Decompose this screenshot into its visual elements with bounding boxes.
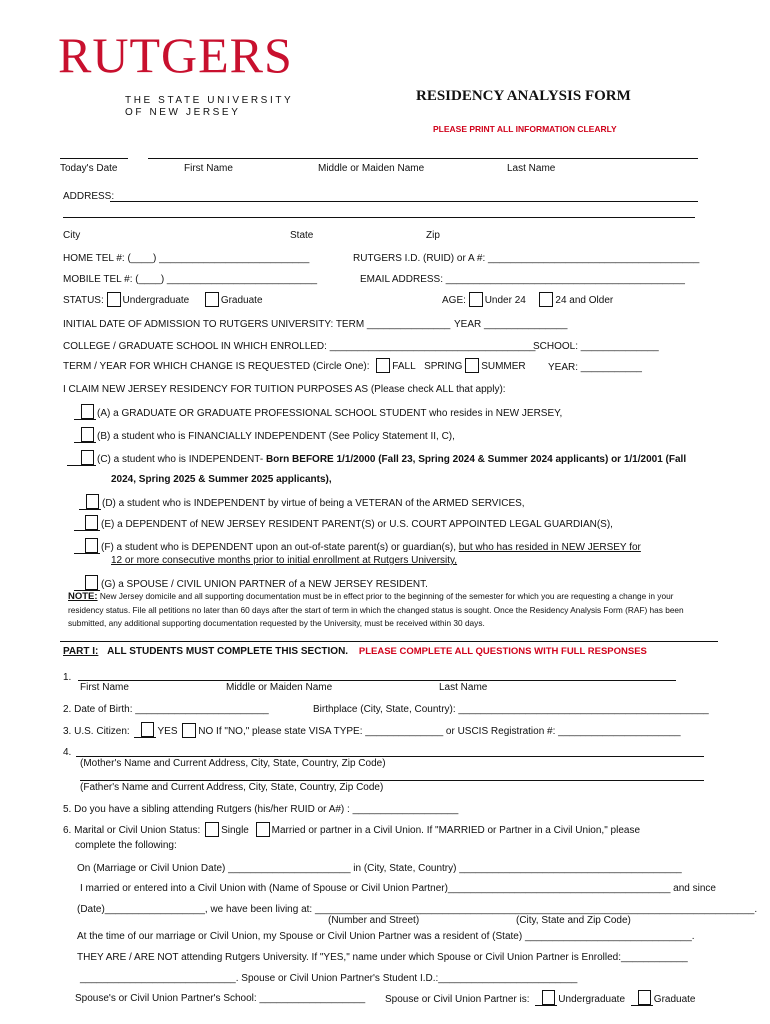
claim-f-underline-2: 12 or more consecutive months prior to initial enrollment at Rutgers University, — [111, 555, 458, 566]
claim-g-label: (G) a SPOUSE / CIVIL UNION PARTNER of a NEW JERSEY RESIDENT. — [101, 579, 428, 590]
claim-g-checkbox[interactable] — [74, 575, 100, 591]
q1-first-label: First Name — [80, 682, 129, 693]
home-tel-field[interactable]: HOME TEL #: (____) ___________________________ — [63, 253, 310, 264]
last-name-label: Last Name — [507, 163, 556, 174]
state-label: State — [290, 230, 314, 241]
q6-label: 6. Marital or Civil Union Status: — [63, 825, 201, 836]
todays-date-label: Today's Date — [60, 163, 118, 174]
claim-d-label: (D) a student who is INDEPENDENT by virtue of being a VETERAN of the ARMED SERVICES, — [102, 498, 525, 509]
claim-a-row — [74, 404, 562, 420]
part1-label: PART I: — [63, 646, 99, 657]
fall-label: FALL — [392, 361, 416, 372]
spouse-level-row — [385, 990, 696, 1006]
q1-last-label: Last Name — [439, 682, 488, 693]
married-label: Married or partner in a Civil Union. If "MARRIED or Partner in a Civil Union," please — [271, 825, 641, 836]
summer-label: SUMMER — [481, 361, 526, 372]
q4-mother-label: (Mother's Name and Current Address, City, State, Country, Zip Code) — [80, 758, 386, 769]
us-citizen-yes-label: YES — [157, 726, 178, 737]
claim-e-checkbox[interactable] — [74, 515, 100, 531]
spouse-resident-field[interactable]: At the time of our marriage or Civil Union, my Spouse or Civil Union Partner was a resident of (State) ______________________________. — [77, 931, 695, 942]
term-change-label: TERM / YEAR FOR WHICH CHANGE IS REQUESTED (Circle One): — [63, 361, 370, 372]
admission-year-field[interactable]: YEAR _______________ — [454, 319, 568, 330]
24-and-older-label: 24 and Older — [555, 295, 614, 306]
note-label: NOTE: — [68, 591, 98, 602]
spouse-school-field[interactable]: Spouse's or Civil Union Partner's School: ___________________ — [75, 993, 366, 1004]
claim-d-checkbox[interactable] — [79, 494, 101, 510]
single-checkbox[interactable] — [205, 822, 219, 837]
note-text: New Jersey domicile and all supporting documentation must be in effect prior to the beginning of the semester for which you are requesting a change in your residency status. File all petitions no later than 60 days after the start of term in which the changed status is sought. Once the Residency Analysis Form (RAF) has been submitted, any additional supporting documentation requested by the University, must be received within 30 days. — [68, 591, 684, 628]
term-year-field[interactable]: YEAR: ___________ — [548, 362, 642, 373]
claim-e-label: (E) a DEPENDENT of NEW JERSEY RESIDENT PARENT(S) or U.S. COURT APPOINTED LEGAL GUARDIAN(S), — [101, 519, 613, 530]
claim-f-underline-1: but who has resided in NEW JERSEY for — [458, 542, 641, 553]
q3-visa-field: NO If "NO," please state VISA TYPE: ______________ or USCIS Registration #: ______________________ — [198, 726, 681, 737]
claim-f-checkbox[interactable] — [74, 538, 100, 554]
summer-checkbox[interactable] — [465, 358, 479, 373]
spring-label: SPRING — [424, 361, 463, 372]
claim-c-checkbox[interactable] — [67, 450, 96, 466]
zip-label: Zip — [426, 230, 440, 241]
claim-b-checkbox[interactable] — [74, 427, 96, 443]
todays-date-line[interactable] — [60, 158, 128, 159]
form-title: RESIDENCY ANALYSIS FORM — [416, 88, 631, 104]
married-checkbox[interactable] — [256, 822, 270, 837]
first-name-label: First Name — [184, 163, 233, 174]
q1-number: 1. — [63, 672, 72, 683]
status-row — [63, 292, 263, 307]
age-label: AGE: — [442, 295, 466, 306]
claim-g-row — [74, 575, 428, 591]
under-24-checkbox[interactable] — [469, 292, 483, 307]
claim-c-row — [67, 450, 686, 466]
q1-name-line[interactable] — [78, 680, 676, 681]
q2-birthplace-field[interactable]: Birthplace (City, State, Country): _____________________________________________ — [313, 704, 709, 715]
middle-name-label: Middle or Maiden Name — [318, 163, 425, 174]
claim-a-checkbox[interactable] — [74, 404, 96, 420]
claim-b-row — [74, 427, 455, 443]
fall-checkbox[interactable] — [376, 358, 390, 373]
address-line-1[interactable] — [110, 201, 698, 202]
q4-number: 4. — [63, 747, 72, 758]
undergraduate-label: Undergraduate — [122, 295, 190, 306]
part1-heading-row — [63, 646, 647, 657]
claim-d-row — [79, 494, 525, 510]
school-field[interactable]: SCHOOL: ______________ — [533, 341, 659, 352]
us-citizen-yes-checkbox[interactable] — [134, 722, 156, 738]
q4-mother-line[interactable] — [76, 756, 704, 757]
city-label: City — [63, 230, 81, 241]
spouse-graduate-checkbox[interactable] — [631, 990, 653, 1006]
q2-dob-field[interactable]: 2. Date of Birth: ________________________ — [63, 704, 269, 715]
spouse-undergraduate-checkbox[interactable] — [535, 990, 557, 1006]
q4-father-line[interactable] — [80, 780, 704, 781]
q5-sibling-field[interactable]: 5. Do you have a sibling attending Rutgers (his/her RUID or A#) : ___________________ — [63, 804, 459, 815]
undergraduate-checkbox[interactable] — [107, 292, 121, 307]
claim-c-label: (C) a student who is INDEPENDENT- — [97, 454, 266, 465]
part1-heading: ALL STUDENTS MUST COMPLETE THIS SECTION. — [107, 646, 349, 657]
status-label: STATUS: — [63, 295, 104, 306]
name-line[interactable] — [148, 158, 698, 159]
claim-c-bold-1: Born BEFORE 1/1/2000 (Fall 23, Spring 2024 & Summer 2024 applicants) or 1/1/2001 (Fall — [265, 454, 687, 465]
rutgers-logo: RUTGERS — [58, 27, 293, 83]
email-field[interactable]: EMAIL ADDRESS: ___________________________________________ — [360, 274, 685, 285]
part1-heading-red: PLEASE COMPLETE ALL QUESTIONS WITH FULL RESPONSES — [358, 646, 647, 657]
q6-row — [63, 822, 640, 837]
us-citizen-no-checkbox[interactable] — [182, 723, 196, 738]
living-at-field[interactable]: (Date)__________________, we have been living at: _______________________________________________________________________________. — [77, 904, 758, 915]
address-label: ADDRESS: — [63, 191, 115, 202]
q1-middle-label: Middle or Maiden Name — [226, 682, 333, 693]
term-change-row — [63, 358, 526, 373]
24-and-older-checkbox[interactable] — [539, 292, 553, 307]
claim-heading: I CLAIM NEW JERSEY RESIDENCY FOR TUITION PURPOSES AS (Please check ALL that apply): — [63, 384, 506, 395]
section-divider — [60, 641, 718, 642]
address-line-2[interactable] — [63, 217, 695, 218]
spouse-undergraduate-label: Undergraduate — [558, 994, 626, 1005]
marriage-date-field[interactable]: On (Marriage or Civil Union Date) ______________________ in (City, State, Country) ________________________________________ — [77, 863, 682, 874]
graduate-checkbox[interactable] — [205, 292, 219, 307]
spouse-enrolled-field[interactable]: THEY ARE / ARE NOT attending Rutgers University. If "YES," name under which Spouse or Civil Union Partner is Enrolled:____________ — [77, 952, 688, 963]
claim-f-row — [74, 538, 641, 554]
college-field[interactable]: COLLEGE / GRADUATE SCHOOL IN WHICH ENROLLED: _____________________________________ — [63, 341, 536, 352]
claim-b-label: (B) a student who is FINANCIALLY INDEPENDENT (See Policy Statement II, C), — [97, 431, 455, 442]
note-block — [68, 590, 688, 629]
spouse-name-field[interactable]: I married or entered into a Civil Union with (Name of Spouse or Civil Union Partner)________________________________________ and since — [80, 883, 716, 894]
claim-a-label: (A) a GRADUATE OR GRADUATE PROFESSIONAL SCHOOL STUDENT who resides in NEW JERSEY, — [97, 408, 563, 419]
single-label: Single — [221, 825, 249, 836]
spouse-level-label: Spouse or Civil Union Partner is: — [385, 994, 530, 1005]
spouse-graduate-label: Graduate — [653, 994, 696, 1005]
graduate-label: Graduate — [220, 295, 263, 306]
q4-father-label: (Father's Name and Current Address, City, State, Country, Zip Code) — [80, 782, 384, 793]
number-street-label: (Number and Street) — [328, 915, 420, 926]
under-24-label: Under 24 — [484, 295, 526, 306]
claim-c-bold-2: 2024, Spring 2025 & Summer 2025 applicants), — [111, 474, 332, 485]
age-row — [442, 292, 613, 307]
ruid-field[interactable]: RUTGERS I.D. (RUID) or A #: ______________________________________ — [353, 253, 700, 264]
mobile-tel-field[interactable]: MOBILE TEL #: (____) ___________________________ — [63, 274, 318, 285]
print-instruction: PLEASE PRINT ALL INFORMATION CLEARLY — [433, 124, 617, 134]
city-state-zip-label: (City, State and Zip Code) — [516, 915, 631, 926]
logo-subtitle-2: OF NEW JERSEY — [125, 107, 241, 118]
q3-row — [63, 722, 681, 738]
claim-e-row — [74, 515, 613, 531]
admission-term-field[interactable]: INITIAL DATE OF ADMISSION TO RUTGERS UNIVERSITY: TERM _______________ — [63, 319, 451, 330]
claim-f-label: (F) a student who is DEPENDENT upon an out-of-state parent(s) or guardian(s), — [101, 542, 459, 553]
logo-subtitle-1: THE STATE UNIVERSITY — [125, 95, 294, 106]
q6-complete-label: complete the following: — [75, 840, 177, 851]
spouse-student-id-field[interactable]: ____________________________. Spouse or Civil Union Partner's Student I.D.:_________________________ — [80, 973, 578, 984]
q3-label: 3. U.S. Citizen: — [63, 726, 130, 737]
